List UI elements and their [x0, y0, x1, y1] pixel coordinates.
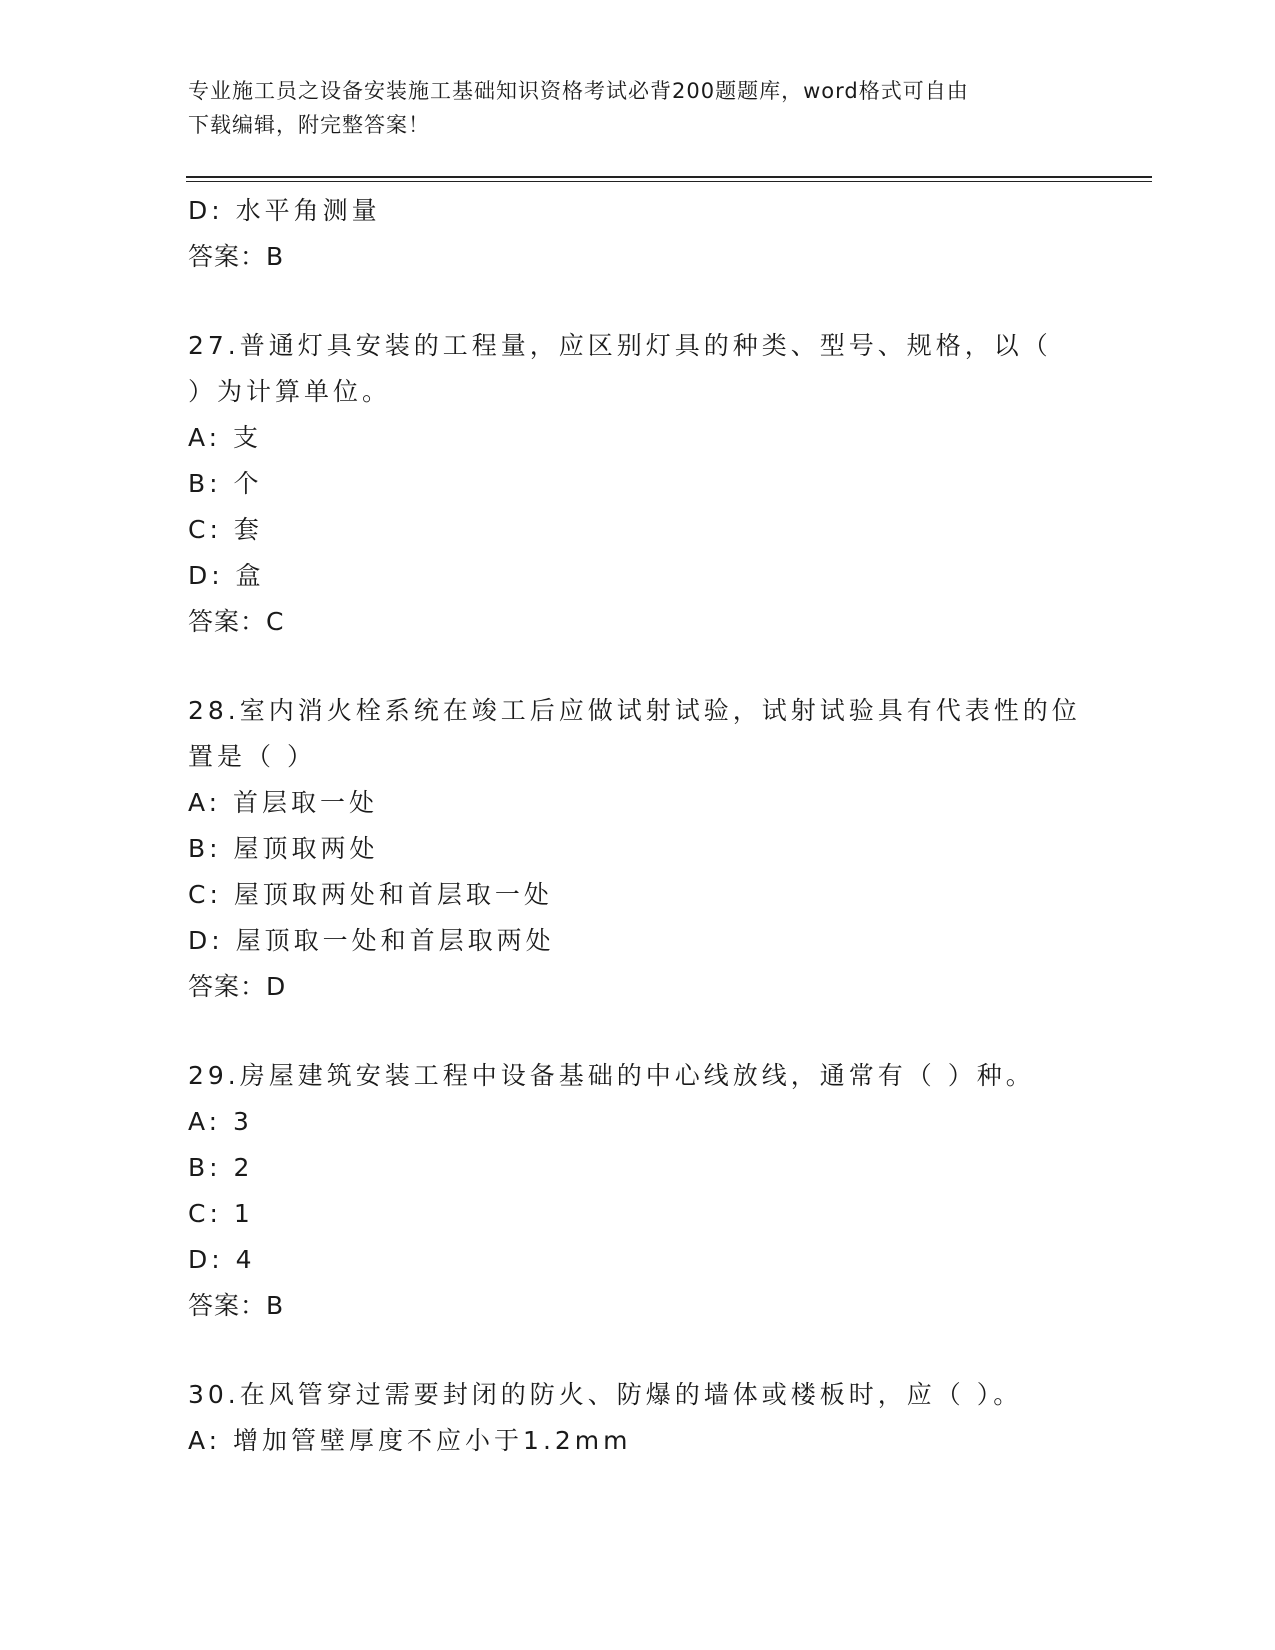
option-d: D: 盒 [188, 561, 265, 590]
option-c: C: 屋顶取两处和首层取一处 [188, 880, 553, 909]
option-c: C: 套 [188, 515, 263, 544]
question-27-text-cont: ）为计算单位。 [188, 377, 392, 406]
spacer [188, 645, 1088, 688]
question-27-text: 27.普通灯具安装的工程量，应区别灯具的种类、型号、规格，以（ [188, 331, 1052, 360]
header-divider-thick [186, 176, 1152, 178]
option-a: A: 首层取一处 [188, 788, 379, 817]
option-c: C: 1 [188, 1199, 254, 1228]
option-b: B: 屋顶取两处 [188, 834, 379, 863]
header-divider-thin [186, 181, 1152, 182]
option-d: D: 4 [188, 1245, 256, 1274]
spacer [188, 1329, 1088, 1372]
option-b: B: 个 [188, 469, 263, 498]
option-a: A: 3 [188, 1107, 253, 1136]
question-30-text: 30.在风管穿过需要封闭的防火、防爆的墙体或楼板时，应（ ）。 [188, 1380, 1023, 1409]
spacer [188, 280, 1088, 323]
option-d: D: 屋顶取一处和首层取两处 [188, 926, 555, 955]
option-d: D: 水平角测量 [188, 196, 381, 225]
header-title-line-2: 下载编辑，附完整答案！ [188, 113, 430, 137]
option-a: A: 增加管壁厚度不应小于1.2mm [188, 1426, 632, 1455]
answer: 答案：C [188, 607, 285, 636]
answer: 答案：D [188, 972, 287, 1001]
document-header [188, 74, 1088, 142]
answer: 答案：B [188, 1291, 285, 1320]
question-28-text-cont: 置是（ ） [188, 742, 316, 771]
question-29-text: 29.房屋建筑安装工程中设备基础的中心线放线，通常有（ ）种。 [188, 1061, 1035, 1090]
question-28-text: 28.室内消火栓系统在竣工后应做试射试验，试射试验具有代表性的位 [188, 696, 1081, 725]
option-b: B: 2 [188, 1153, 254, 1182]
spacer [188, 1010, 1088, 1053]
question-list [188, 188, 1088, 1464]
answer: 答案：B [188, 242, 285, 271]
header-title-line-1: 专业施工员之设备安装施工基础知识资格考试必背200题题库，word格式可自由 [188, 79, 969, 103]
option-a: A: 支 [188, 423, 263, 452]
